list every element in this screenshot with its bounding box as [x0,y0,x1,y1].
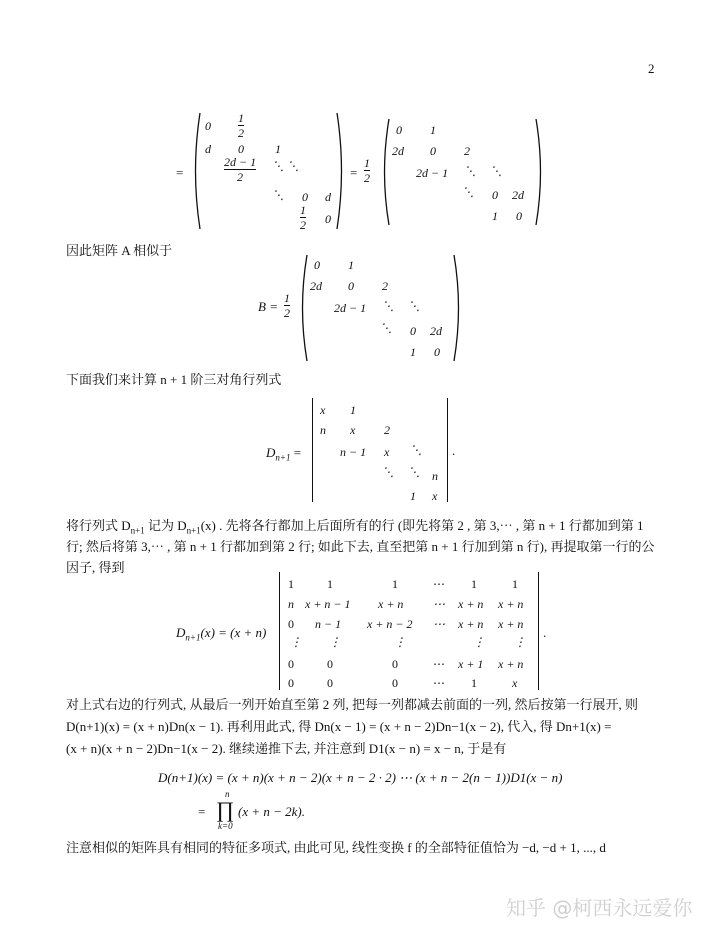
matrixB-cell: 1 [348,258,354,272]
det2-cell: ⋯ [433,577,445,591]
eq1-mid-equals: = [350,165,358,180]
det1-cell: 1 [410,489,416,503]
matrix1-cell: 1 [275,142,281,156]
det2-cell: 1 [471,676,477,690]
det1-period: . [452,443,456,458]
matrixB-cell: ⋱ [380,321,392,335]
det2-cell: 0 [327,676,333,690]
matrix2-cell: 0 [396,123,402,137]
para2-line2: D(n+1)(x) = (x + n)Dn(x − 1). 再利用此式, 得 Dn(x − 1) = (x + n − 2)Dn−1(x − 2), 代入, 得 Dn+1(x) = [66,719,612,734]
matrixB-cell: 1 [410,345,416,359]
matrix2-right-paren [534,118,546,226]
matrix2-cell: 0 [492,188,498,202]
matrixB-cell: 2d [430,324,442,338]
det2-cell: 0 [288,617,294,631]
para1-line3: 因子, 得到 [66,560,125,575]
det2-cell: 0 [392,657,398,671]
matrix2-cell: 1 [430,123,436,137]
det2-cell: 1 [392,577,398,591]
para2-line1: 对上式右边的行列式, 从最后一列开始直至第 2 列, 把每一列都减去前面的一列, 然后按第一行展开, 则 [66,697,639,712]
det2-cell: ⋯ [433,657,445,671]
matrix1-cell: d [205,142,211,156]
det2-cell: x [512,676,518,690]
det2-cell: x + n − 2 [367,617,413,631]
matrixB-cell: ⋱ [408,299,420,313]
det2-cell: 1 [512,577,518,591]
matrixB-cell: 2 [382,279,388,293]
det2-cell: x + n − 1 [305,597,351,611]
det2-cell: 0 [288,676,294,690]
eq1-equals: = [176,165,184,180]
matrix1-cell: ⋱ [272,188,284,202]
det1-cell: x [432,489,438,503]
matrix1-frac: $\frac{1}{2}$ [300,203,306,232]
det1-left-bar [312,398,313,502]
page-number: 2 [648,61,655,76]
matrixB-cell: 0 [314,258,320,272]
text-similar: 因此矩阵 A 相似于 [66,243,173,258]
det2-cell: x + 1 [458,657,484,671]
matrix2-cell: 0 [516,209,522,223]
para1-line2: 行; 然后将第 3,⋯ , 第 n + 1 行都加到第 2 行; 如此下去, 直至把第 n + 1 行加到第 n 行), 再提取第一行的公 [66,539,655,554]
matrix1-cell: 0 [205,119,211,133]
matrixB-cell: 2d − 1 [334,301,367,315]
matrix1-frac: $\frac{2d - 1}{2}$ [224,155,257,184]
product-symbol: ∏ [216,797,235,822]
matrixB-cell: 0 [348,279,354,293]
b-half-frac: $\frac{1}{2}$ [284,291,290,320]
matrixB-cell: 0 [410,324,416,338]
det2-cell: n [288,597,294,611]
matrix1-cell: d [325,190,331,204]
det2-cell: ⋮ [329,635,341,649]
matrix2-cell: 2 [464,144,470,158]
matrixB-cell: 0 [434,345,440,359]
det2-cell: x + n [498,617,524,631]
matrix2-cell: 0 [430,144,436,158]
conclusion: 注意相似的矩阵具有相同的特征多项式, 由此可见, 线性变换 f 的全部特征值恰为 −d, −d + 1, ..., d [66,840,606,855]
det1-right-bar [447,398,448,502]
matrix2-cell: ⋱ [490,164,502,178]
det2-cell: ⋮ [514,635,526,649]
det1-cell: ⋱ [410,443,422,457]
det1-cell: n − 1 [340,445,367,459]
det2-period: . [543,625,547,640]
det1-cell: ⋱ [382,465,394,479]
watermark: 知乎 @柯西永远爱你 [506,896,693,920]
matrix1-cell: 0 [238,142,244,156]
matrix1-cell: 0 [325,212,331,226]
det1-lhs: $D_{n+1}$ = [266,445,302,463]
matrix1-frac: $\frac{1}{2}$ [238,111,244,140]
text-compute: 下面我们来计算 n + 1 阶三对角行列式 [66,372,282,387]
b-label: B = [258,299,278,314]
det2-cell: 1 [288,577,294,591]
det2-cell: ⋮ [394,635,406,649]
det2-cell: ⋯ [433,617,445,631]
det1-cell: 2 [384,423,390,437]
det1-cell: x [384,445,390,459]
det2-right-bar [538,572,539,690]
det2-cell: 0 [288,657,294,671]
matrix1-dots: ⋱ ⋱ [272,159,299,173]
para1-line1: 将行列式 $D_{n+1}$ 记为 $D_{n+1}(x)$ . 先将各行都加上后面所有的行 (即先将第 2 , 第 3,⋯ , 第 n + 1 行都加到第 1 [66,518,644,536]
final-formula-line1: D(n+1)(x) = (x + n)(x + n − 2)(x + n − 2 · 2) ⋯ (x + n − 2(n − 1))D1(x − n) [158,770,563,785]
matrix2-cell: ⋱ [462,185,474,199]
det1-cell: x [350,423,356,437]
matrix1-left-paren [190,112,202,230]
matrix2-cell: 2d − 1 [416,166,449,180]
det2-cell: 1 [471,577,477,591]
det1-cell: n [432,469,438,483]
matrixB-cell: 2d [310,279,322,293]
matrix2-cell: 2d [392,144,404,158]
det2-cell: n − 1 [315,617,342,631]
det2-cell: x + n [458,597,484,611]
product-upper: n [225,789,230,799]
matrix1-cell: 0 [302,190,308,204]
det2-cell: ⋯ [433,676,445,690]
det2-cell: x + n [378,597,404,611]
matrixB-right-paren [452,254,464,362]
det2-cell: ⋯ [433,597,445,611]
det1-cell: n [320,423,326,437]
final-formula-equals: = [198,804,206,819]
det2-cell: ⋮ [290,635,302,649]
product-lower: k=0 [218,821,233,831]
matrix2-cell: 1 [492,209,498,223]
matrix2-cell: 2d [512,188,524,202]
det2-cell: x + n [458,617,484,631]
para2-line3: (x + n)(x + n − 2)Dn−1(x − 2). 继续递推下去, 并注意到 D1(x − n) = x − n, 于是有 [66,741,507,756]
matrix2-left-paren [379,118,391,226]
det1-cell: x [320,403,326,417]
det2-cell: 0 [392,676,398,690]
det1-cell: ⋱ [408,465,420,479]
det2-cell: 1 [327,577,333,591]
half-frac: $\frac{1}{2}$ [364,156,370,185]
det2-cell: x + n [498,597,524,611]
det2-cell: ⋮ [473,635,485,649]
matrixB-left-paren [297,254,309,362]
final-formula-line2: (x + n − 2k). [238,804,305,819]
det1-cell: 1 [350,403,356,417]
det2-lhs: $D_{n+1}(x) = (x + n)$ [176,625,267,643]
matrixB-cell: ⋱ [382,299,394,313]
det2-cell: 0 [327,657,333,671]
det2-left-bar [279,572,280,690]
matrix1-right-paren [335,112,347,230]
matrix2-cell: ⋱ [464,164,476,178]
det2-cell: x + n [498,657,524,671]
